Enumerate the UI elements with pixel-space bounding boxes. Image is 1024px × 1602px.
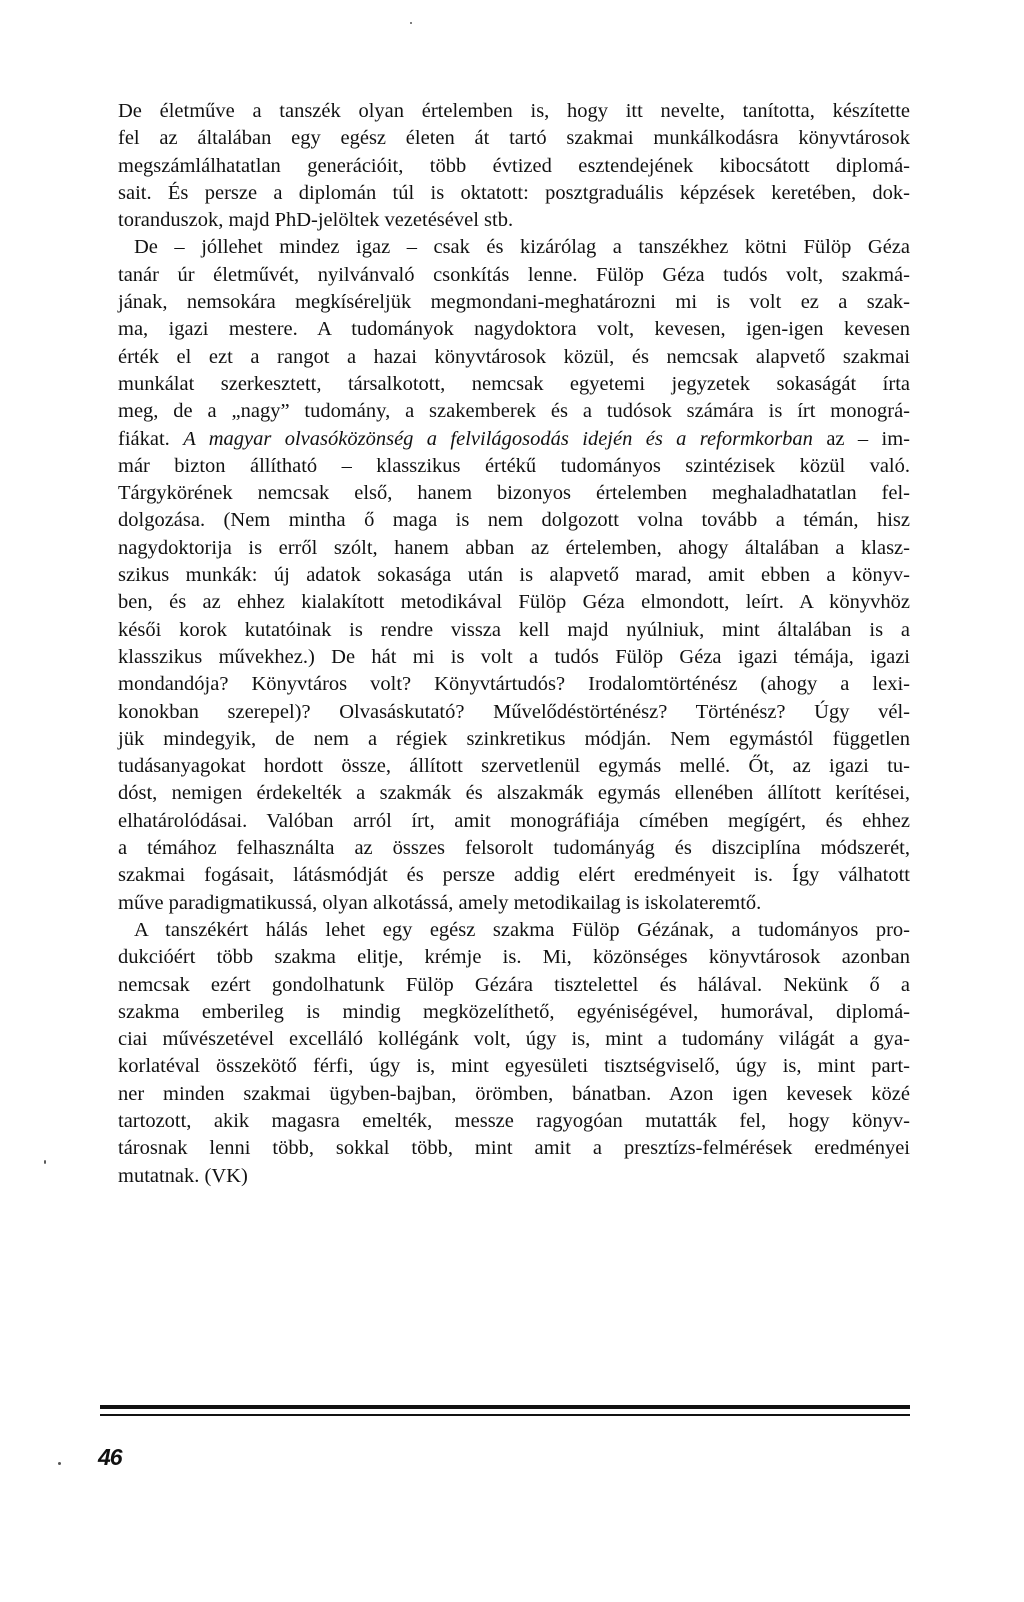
text-line: a témához felhasználta az összes felsorolt tudományág és diszciplína módszerét, [118, 837, 910, 860]
book-title: A magyar olvasóközönség a felvilágosodás idején és a reformkorban [183, 427, 813, 450]
text-line: megszámlálhatatlan generációit, több évtized esztendejének kibocsátott diplomá- [118, 154, 910, 177]
text-line: sait. És persze a diplomán túl is oktatott: posztgraduális képzések keretében, dok- [118, 181, 910, 204]
text-line-with-title [118, 426, 910, 453]
text-line: szikus munkák: új adatok sokasága után is alapvető marad, amit ebben a könyv- [118, 564, 910, 587]
page-number: 46 [98, 1444, 122, 1470]
text-line: jük mindegyik, de nem a régiek szinkretikus módján. Nem egymástól független [118, 727, 910, 750]
article-body [118, 98, 910, 1190]
text-line: toranduszok, majd PhD-jelöltek vezetésével stb. [118, 209, 514, 232]
text-line: szakmai fogásait, látásmódját és persze addig elért eredményeit is. Így válhatott [118, 864, 910, 887]
text-line: A tanszékért hálás lehet egy egész szakma Fülöp Gézának, a tudományos pro- [134, 918, 910, 941]
text-line: műve paradigmatikussá, olyan alkotássá, amely metodikailag is iskolateremtő. [118, 891, 762, 914]
text-fragment: fiákat. [118, 427, 170, 450]
text-line: konokban szerepel)? Olvasáskutató? Művelődéstörténész? Történész? Úgy vél- [118, 700, 910, 723]
text-line: szakma emberileg is mindig megközelíthető, egyéniségével, humorával, diplomá- [118, 1000, 910, 1023]
text-line: jának, nemsokára megkíséreljük megmondani-meghatározni mi is volt ez a szak- [118, 291, 910, 314]
text-line: fel az általában egy egész életen át tartó szakmai munkálkodásra könyvtárosok [118, 127, 910, 150]
text-line: ner minden szakmai ügyben-bajban, örömben, bánatban. Azon igen kevesek közé [118, 1082, 910, 1105]
text-line: dolgozása. (Nem mintha ő maga is nem dolgozott volna tovább a témán, hisz [118, 509, 910, 532]
text-line: tárosnak lenni több, sokkal több, mint amit a presztízs-felmérések eredményei [118, 1137, 910, 1160]
text-line: tartozott, akik magasra emelték, messze ragyogóan mutatták fel, hogy könyv- [118, 1109, 910, 1132]
text-line: Tárgykörének nemcsak első, hanem bizonyos értelemben meghaladhatatlan fel- [118, 482, 910, 505]
text-line: ma, igazi mestere. A tudományok nagydoktora volt, kevesen, igen-igen kevesen [118, 318, 910, 341]
footer-rule-thin [100, 1414, 910, 1416]
text-line: korlatéval összekötő férfi, úgy is, mint egyesületi tisztségviselő, úgy is, mint part- [118, 1055, 910, 1078]
text-line: mutatnak. (VK) [118, 1164, 248, 1187]
text-line: ciai művészetével excelláló kollégánk volt, úgy is, mint a tudomány világát a gya- [118, 1028, 910, 1051]
scan-speck [44, 1160, 46, 1164]
text-line: meg, de a „nagy” tudomány, a szakemberek és a tudósok számára is írt monográ- [118, 400, 910, 423]
text-line: dukcióért több szakma elitje, krémje is. Mi, közönséges könyvtárosok azonban [118, 946, 910, 969]
text-line: munkálat szerkesztett, társalkotott, nemcsak egyetemi jegyzetek sokaságát írta [118, 372, 910, 395]
text-line: klasszikus művekhez.) De hát mi is volt a tudós Fülöp Géza igazi témája, igazi [118, 645, 910, 668]
text-line: mondandója? Könyvtáros volt? Könyvtártudós? Irodalomtörténész (ahogy a lexi- [118, 673, 910, 696]
text-line: De – jóllehet mindez igaz – csak és kizárólag a tanszékhez kötni Fülöp Géza [134, 236, 910, 259]
text-line: késői korok kutatóinak is rendre vissza kell majd nyúlniuk, mint általában is a [118, 618, 910, 641]
scan-speck [410, 22, 412, 24]
text-line: tudásanyagokat hordott össze, állított szervetlenül egymás mellé. Őt, az igazi tu- [118, 755, 910, 778]
text-fragment: az – im- [826, 427, 911, 450]
footer-rule-thick [100, 1405, 910, 1409]
text-line: nagydoktorija is erről szólt, hanem abban az értelemben, ahogy általában a klasz- [118, 536, 910, 559]
text-line: dóst, nemigen érdekelték a szakmák és alszakmák egymás ellenében állított kerítései, [118, 782, 910, 805]
text-line: De életműve a tanszék olyan értelemben is, hogy itt nevelte, tanította, készítette [118, 100, 910, 122]
text-line: tanár úr életművét, nyilvánvaló csonkítás lenne. Fülöp Géza tudós volt, szakmá- [118, 263, 910, 286]
text-line: érték el ezt a rangot a hazai könyvtárosok közül, és nemcsak alapvető szakmai [118, 345, 910, 368]
text-line: már bizton állítható – klasszikus értékű tudományos szintézisek közül való. [118, 454, 910, 477]
scan-speck [58, 1462, 61, 1465]
text-line: elhatárolódásai. Valóban arról írt, amit monográfiája címében megígért, és ehhez [118, 809, 910, 832]
text-line: ben, és az ehhez kialakított metodikával Fülöp Géza elmondott, leírt. A könyvhöz [118, 591, 910, 614]
text-line: nemcsak ezért gondolhatunk Fülöp Gézára tisztelettel és hálával. Nekünk ő a [118, 973, 910, 996]
